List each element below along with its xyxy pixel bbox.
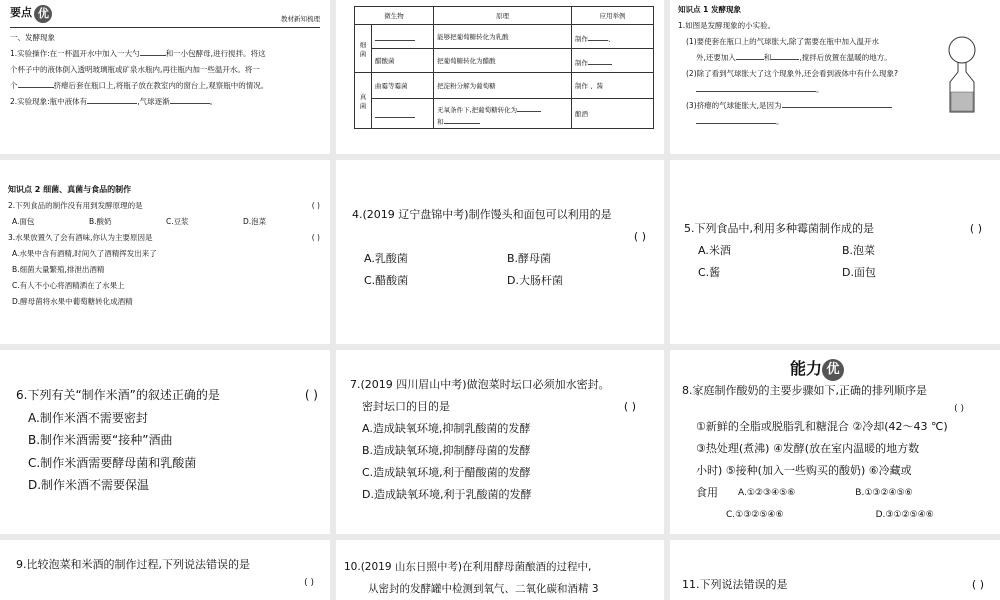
- option[interactable]: D.造成缺氧环境,利于乳酸菌的发酵: [362, 488, 532, 501]
- panel-question-8: [670, 350, 1000, 534]
- option[interactable]: D.泡菜: [243, 217, 267, 226]
- answer-blank[interactable]: [444, 114, 480, 124]
- separator: 、: [608, 34, 615, 43]
- question-text: 7.(2019 四川眉山中考)做泡菜时坛口必须加水密封。: [350, 378, 610, 391]
- header-title: 要点: [10, 6, 32, 19]
- answer-blank[interactable]: [375, 31, 415, 41]
- option[interactable]: B.酸奶: [89, 217, 112, 226]
- table-cell: 把葡萄糖转化为醋酸: [434, 49, 572, 73]
- answer-blank[interactable]: [170, 94, 210, 104]
- answer-blank[interactable]: [736, 50, 764, 60]
- option[interactable]: C.醋酸菌: [364, 274, 409, 287]
- table-row: [355, 49, 654, 73]
- question-text: 密封坛口的目的是: [362, 400, 450, 413]
- option[interactable]: A.米酒: [698, 244, 731, 257]
- table-cell: 制作: [575, 34, 588, 43]
- question-text: 3.水果放置久了会有酒味,你认为主要原因是: [8, 233, 153, 242]
- table-cell: 制作: [575, 58, 588, 67]
- question-text: 4.(2019 辽宁盘锦中考)制作馒头和面包可以利用的是: [352, 208, 612, 221]
- option[interactable]: C.造成缺氧环境,利于醋酸菌的发酵: [362, 466, 531, 479]
- text-line: 。: [776, 117, 784, 126]
- panel-question-7: [336, 350, 664, 534]
- answer-paren[interactable]: ( ): [633, 230, 646, 243]
- option[interactable]: D.③①②⑤④⑥: [875, 510, 934, 520]
- answer-blank[interactable]: [782, 98, 892, 108]
- excellent-badge-icon: 优: [822, 359, 844, 381]
- table-row: [355, 25, 654, 49]
- text-line: 个: [10, 81, 18, 90]
- column-header: 应用举例: [572, 7, 654, 25]
- header-right-label: 教材新知梳理: [281, 15, 320, 23]
- answer-paren[interactable]: ( ): [623, 400, 636, 413]
- answer-blank[interactable]: [696, 82, 816, 92]
- answer-paren[interactable]: ( ): [954, 404, 964, 414]
- table-header-row: [355, 7, 654, 25]
- table-row: [355, 99, 654, 129]
- panel-question-11: [670, 540, 1000, 600]
- table-cell: 和: [437, 117, 444, 126]
- knowledge-point-title: 知识点 2 细菌、真菌与食品的制作: [8, 185, 132, 194]
- answer-paren[interactable]: ( ): [311, 233, 320, 242]
- text-line: (2)除了看到气球胀大了这个现象外,还会看到液体中有什么现象?: [686, 69, 898, 78]
- question-text: 10.(2019 山东日照中考)在利用酵母菌酿酒的过程中,: [344, 561, 592, 573]
- panel-fermentation-notes: [0, 0, 330, 154]
- text-line: 1.实验操作:在一杯温开水中加入一大勺: [10, 49, 140, 58]
- option[interactable]: A.制作米酒不需要密封: [28, 410, 148, 425]
- panel-header: [10, 5, 320, 28]
- question-text: 8.家庭制作酸奶的主要步骤如下,正确的排列顺序是: [682, 384, 927, 397]
- question-text: 从密封的发酵罐中检测到氧气、二氧化碳和酒精 3: [368, 583, 599, 595]
- option[interactable]: A.乳酸菌: [364, 252, 408, 265]
- table-row: [355, 73, 654, 99]
- table-cell: 无氧条件下,把葡萄糖转化为: [437, 105, 518, 114]
- text-line: 外,还要加入: [696, 53, 736, 62]
- option[interactable]: B.泡菜: [842, 244, 876, 257]
- text-line: 小时) ⑤接种(加入一些购买的酸奶) ⑥冷藏或: [696, 464, 912, 477]
- table-cell: 把淀粉分解为葡萄糖: [434, 73, 572, 99]
- panel-question-5: [670, 160, 1000, 344]
- question-text: 2.下列食品的制作没有用到发酵原理的是: [8, 201, 143, 210]
- text-line: 食用: [696, 486, 718, 499]
- option[interactable]: C.豆浆: [166, 217, 189, 226]
- text-line: ,搅拌后放置在温暖的地方。: [799, 53, 892, 62]
- ability-title: 能力: [790, 359, 823, 378]
- option[interactable]: B.①③②④⑤⑥: [855, 488, 913, 498]
- excellent-badge-icon: 优: [34, 5, 52, 23]
- text-line: (1)要使套在瓶口上的气球胀大,除了需要在瓶中加入温开水: [686, 37, 880, 46]
- option[interactable]: C.制作米酒需要酵母菌和乳酸菌: [28, 455, 197, 470]
- text-line: 。: [816, 85, 824, 94]
- option[interactable]: D.大肠杆菌: [507, 274, 563, 287]
- text-line: 1.如图是发酵现象的小实验。: [678, 21, 776, 30]
- option[interactable]: D.酵母菌将水果中葡萄糖转化成酒精: [12, 297, 133, 306]
- answer-paren[interactable]: ( ): [971, 578, 984, 591]
- answer-paren[interactable]: ( ): [304, 578, 314, 588]
- answer-blank[interactable]: [771, 50, 799, 60]
- bottle-balloon-illustration: [942, 36, 982, 116]
- answer-blank[interactable]: [696, 114, 776, 124]
- answer-blank[interactable]: [588, 55, 612, 65]
- option[interactable]: D.面包: [842, 266, 876, 279]
- text-line: (3)挤瘪的气球能胀大,是因为: [686, 101, 782, 110]
- group-cell: 细菌: [355, 25, 372, 73]
- option[interactable]: C.酱: [698, 266, 721, 279]
- option[interactable]: D.制作米酒不需要保温: [28, 478, 150, 492]
- text-line: 和一小包酵母,进行搅拌。将这: [165, 49, 266, 58]
- table-cell: 醋酸菌: [372, 49, 434, 73]
- option[interactable]: C.①③②⑤④⑥: [726, 510, 784, 520]
- column-header: 微生物: [355, 7, 434, 25]
- panel-question-9: [0, 540, 330, 600]
- text-line: 和: [763, 53, 772, 62]
- option[interactable]: C.有人不小心将酒精洒在了水果上: [12, 281, 125, 290]
- panel-question-4: [336, 160, 664, 344]
- text-line: 挤瘪后套在瓶口上,将瓶子放在教室内的窗台上,观察瓶中的情况。: [53, 81, 269, 90]
- option[interactable]: A.水果中含有酒精,时间久了酒精挥发出来了: [12, 249, 157, 258]
- answer-blank[interactable]: [140, 46, 166, 56]
- option[interactable]: B.酵母菌: [507, 252, 552, 265]
- option[interactable]: B.细菌大量繁殖,排泄出酒精: [12, 265, 105, 274]
- knowledge-point-title: 知识点 1 发酵现象: [678, 5, 741, 14]
- panel-question-6: [0, 350, 330, 534]
- ability-heading: [790, 358, 844, 381]
- table-cell: 酿酒: [572, 99, 654, 129]
- question-text: 9.比较泡菜和米酒的制作过程,下列说法错误的是: [16, 558, 250, 571]
- option[interactable]: A.面包: [12, 217, 35, 226]
- question-text: 6.下列有关“制作米酒”的叙述正确的是: [16, 388, 220, 402]
- answer-paren[interactable]: ( ): [969, 222, 982, 235]
- panel-microbe-table: [336, 0, 664, 154]
- text-line: 。: [209, 97, 218, 106]
- panel-knowledge-point-1: [670, 0, 1000, 154]
- option[interactable]: A.①②③④⑤⑥: [738, 488, 796, 498]
- panel-knowledge-point-2: [0, 160, 330, 344]
- answer-blank[interactable]: [18, 78, 54, 88]
- answer-blank[interactable]: [588, 31, 608, 41]
- text-line: ①新鲜的全脂或脱脂乳和糖混合 ②冷却(42～43 ℃): [696, 420, 948, 433]
- column-header: 原理: [434, 7, 572, 25]
- text-line: ,气球逐渐: [137, 97, 170, 106]
- answer-blank[interactable]: [87, 94, 137, 104]
- section-title: 一、发酵现象: [10, 33, 55, 42]
- panel-question-10: [336, 540, 664, 600]
- text-line: ③热处理(煮沸) ④发酵(放在室内温暖的地方数: [696, 442, 920, 455]
- microbe-table: [354, 6, 654, 129]
- question-text: 11.下列说法错误的是: [682, 578, 788, 591]
- answer-paren[interactable]: ( ): [311, 201, 320, 210]
- group-cell: 真菌: [355, 73, 372, 129]
- option[interactable]: B.制作米酒需要“接种”酒曲: [28, 433, 173, 447]
- text-line: 个杯子中的液体倒入透明玻璃瓶或矿泉水瓶内,再往瓶内加一些温开水。将一: [10, 65, 260, 74]
- option[interactable]: A.造成缺氧环境,抑制乳酸菌的发酵: [362, 422, 531, 435]
- text-line: 2.实验现象:瓶中液体有: [10, 97, 88, 106]
- table-cell: 能够把葡萄糖转化为乳酸: [434, 25, 572, 49]
- table-cell: 制作 、酱: [572, 73, 654, 99]
- answer-paren[interactable]: ( ): [304, 388, 318, 402]
- table-cell: 曲霉等霉菌: [372, 73, 434, 99]
- question-text: 5.下列食品中,利用多种霉菌制作成的是: [684, 222, 874, 235]
- answer-blank[interactable]: [375, 108, 415, 118]
- option[interactable]: B.造成缺氧环境,抑制酵母菌的发酵: [362, 444, 531, 457]
- answer-blank[interactable]: [517, 102, 541, 112]
